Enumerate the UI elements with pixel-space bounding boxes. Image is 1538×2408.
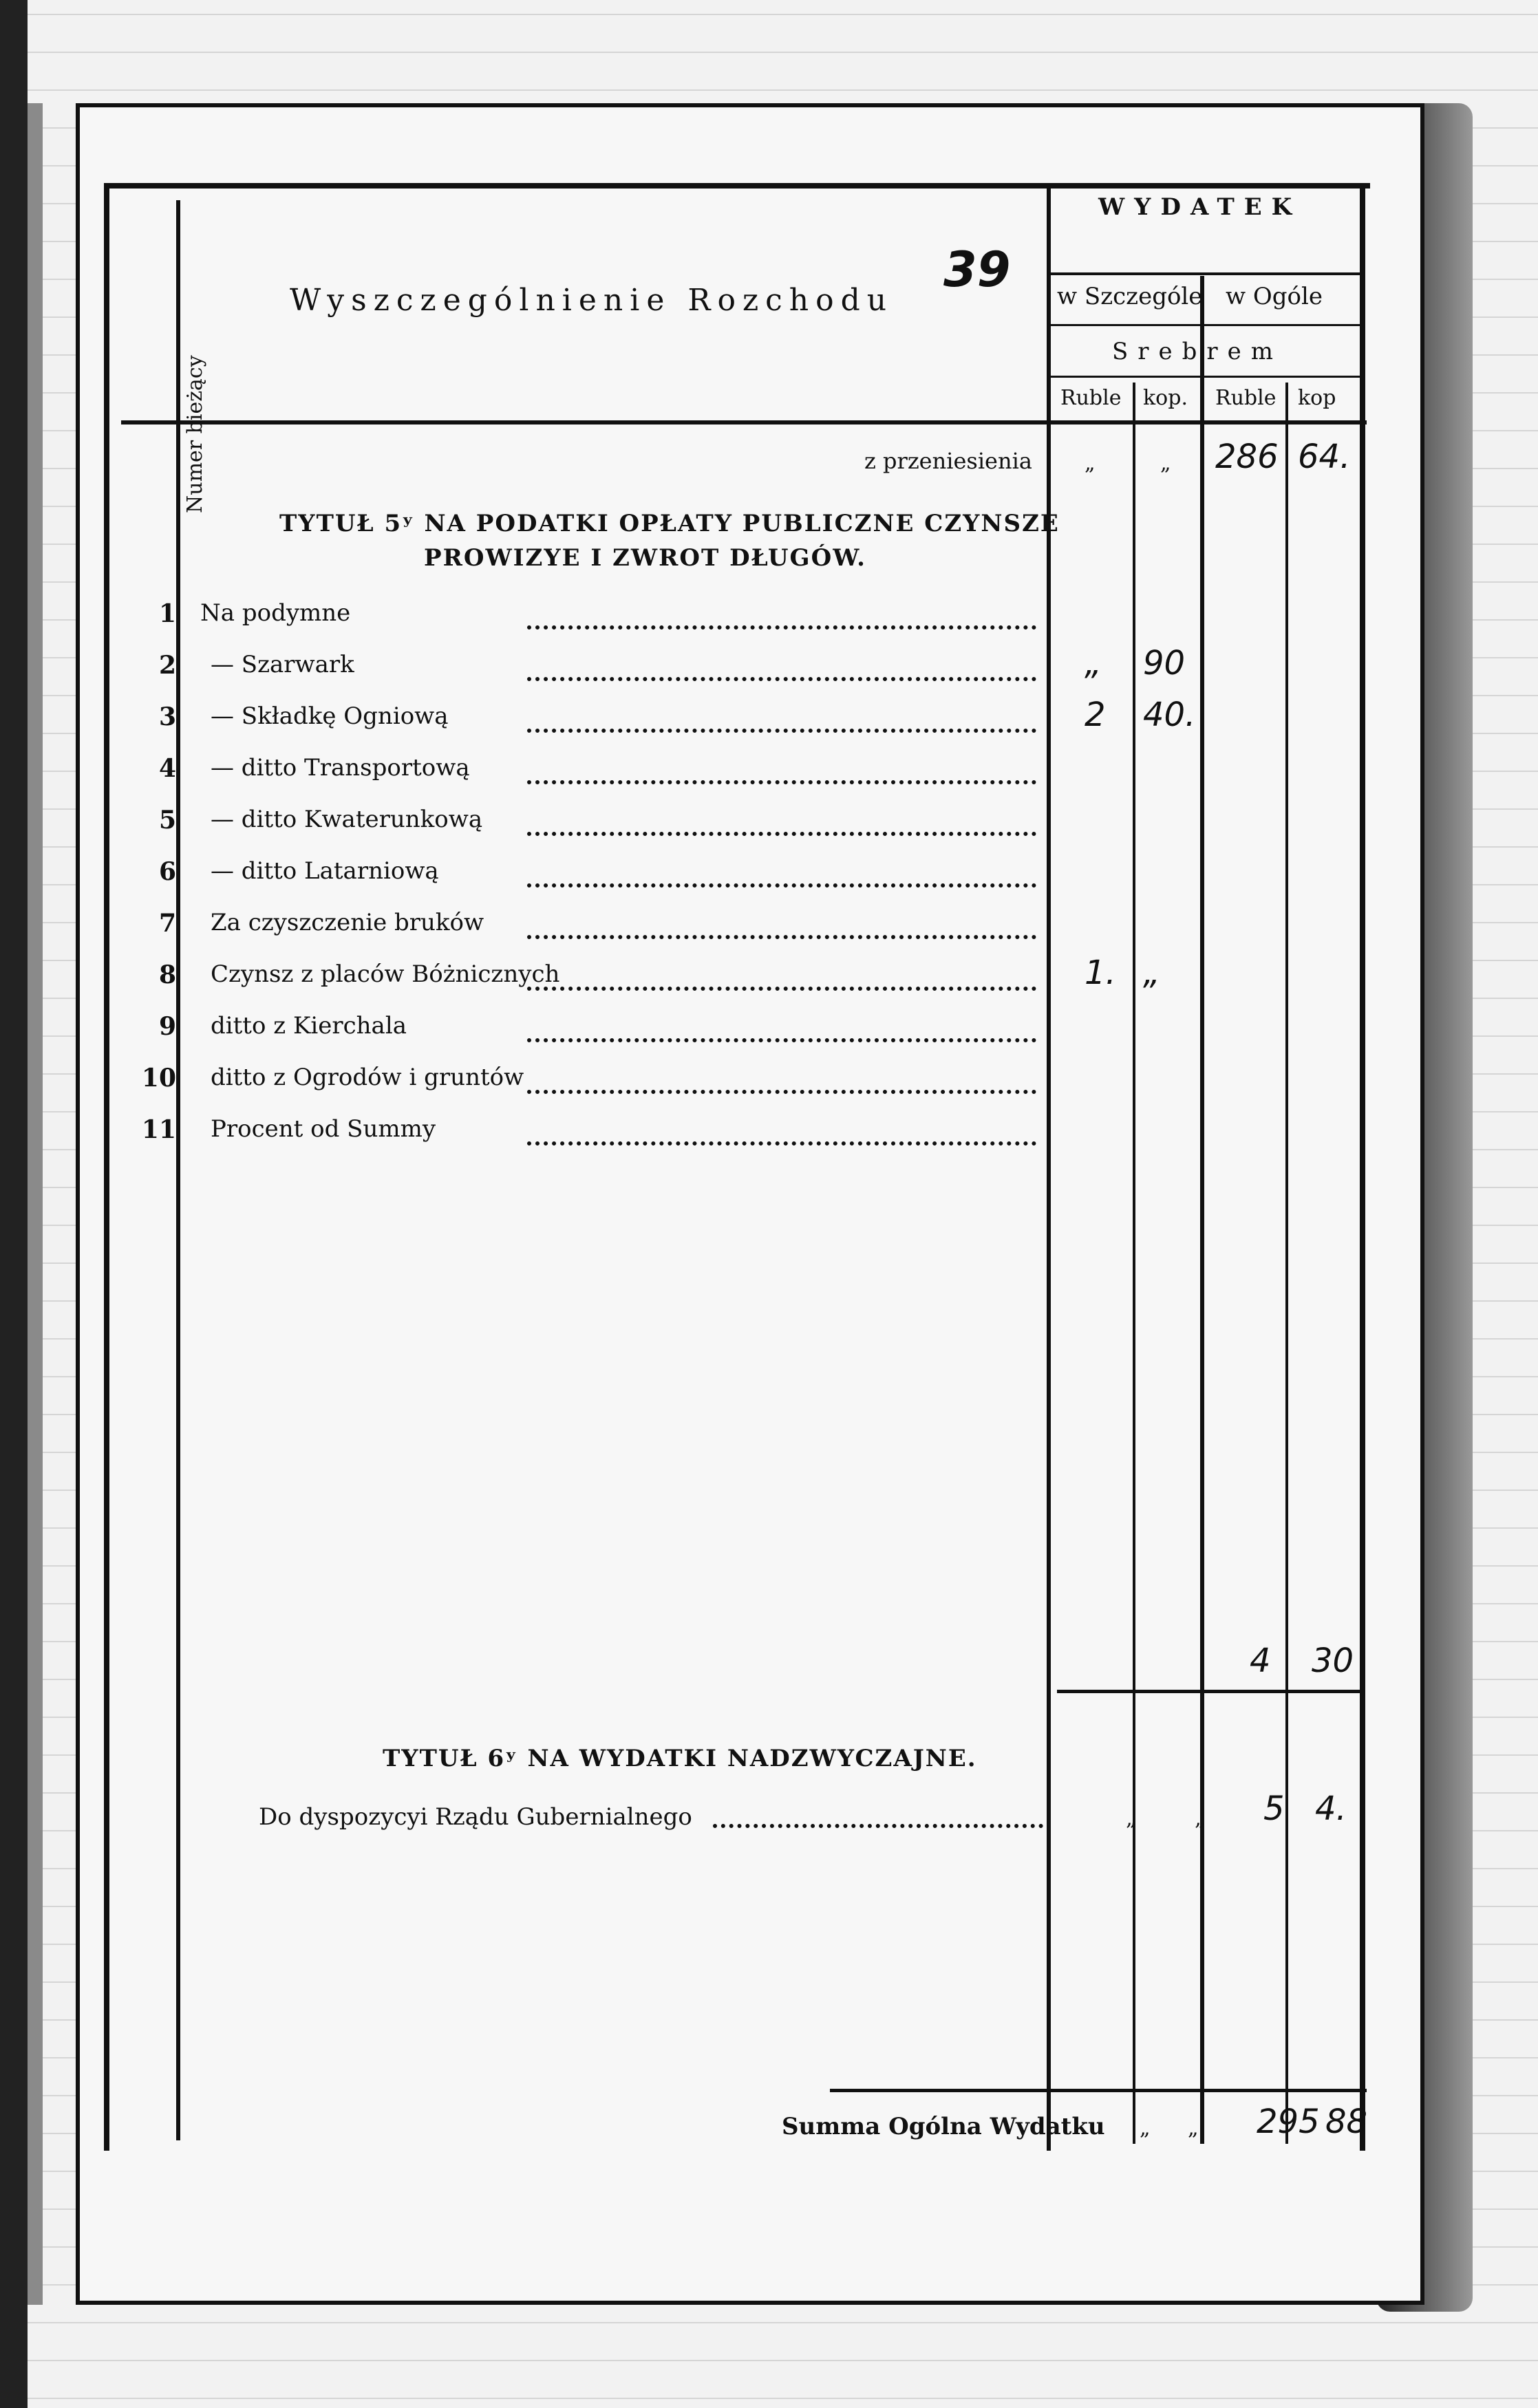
item-number: 11: [141, 1115, 176, 1144]
scan-line: [0, 2360, 1538, 2361]
item-number: 6: [158, 857, 176, 886]
scan-line: [0, 2322, 1538, 2323]
description-column-label: Wyszczególnienie Rozchodu: [290, 283, 894, 318]
currency-label: Srebrem: [1112, 338, 1283, 365]
dot-leader: [527, 780, 1036, 784]
title6-detail-kopecks: „: [1195, 1807, 1206, 1831]
ledger-page: [76, 103, 1424, 2305]
title6-total-kopecks: 4.: [1315, 1789, 1347, 1828]
item-number: 2: [158, 651, 176, 680]
title5-total-rubles: 4: [1250, 1642, 1271, 1680]
left-outer-rule: [104, 183, 109, 2151]
item-number: 8: [158, 960, 176, 989]
item-kopecks: „: [1143, 954, 1160, 992]
title6-total-rubles: 5: [1263, 1789, 1285, 1828]
dot-leader: [527, 625, 1036, 630]
detail-label: w Szczególe: [1057, 283, 1203, 310]
item-label: ditto z Kierchala: [211, 1012, 407, 1040]
dot-leader: [527, 1090, 1036, 1094]
item-number: 5: [158, 806, 176, 835]
title5-line1: TYTUŁ 5ʸ NA PODATKI OPŁATY PUBLICZNE CZYNSZE: [279, 510, 1060, 537]
scan-line: [0, 14, 1538, 15]
book-spine-edge: [28, 103, 43, 2305]
grand-total-rule: [830, 2089, 1367, 2092]
subtotal-rule: [1057, 1690, 1360, 1693]
item-rubles: „: [1085, 644, 1102, 682]
title5-total-kopecks: 30: [1312, 1642, 1354, 1680]
carried-over-total-kopecks: 64.: [1298, 438, 1351, 476]
item-rubles: 1.: [1085, 954, 1116, 992]
item-label: — ditto Transportową: [211, 754, 470, 782]
scan-line: [0, 52, 1538, 53]
currency-rule: [1047, 376, 1363, 378]
title6-heading: TYTUŁ 6ʸ NA WYDATKI NADZWYCZAJNE.: [383, 1745, 977, 1772]
dot-leader: [527, 987, 1036, 991]
expense-label: WYDATEK: [1098, 193, 1302, 221]
detail-column-rule: [1047, 183, 1051, 2151]
expense-rule: [1047, 272, 1363, 275]
item-kopecks: 40.: [1143, 696, 1196, 734]
carried-over-detail-rubles: „: [1085, 451, 1096, 475]
total-column-rule: [1200, 276, 1204, 2144]
title5-line2: PROWIZYE I ZWROT DŁUGÓW.: [424, 544, 866, 572]
rubles-label-total: Ruble: [1215, 386, 1277, 410]
item-label: — Szarwark: [211, 651, 354, 678]
scan-line: [0, 2398, 1538, 2399]
title6-line-label: Do dyspozycyi Rządu Gubernialnego: [259, 1803, 692, 1831]
dot-leader: [527, 1141, 1036, 1146]
top-rule: [104, 183, 1370, 189]
grand-total-label: Summa Ogólna Wydatku: [782, 2113, 1105, 2140]
dot-leader: [527, 729, 1036, 733]
item-number: 4: [158, 754, 176, 783]
title6-detail-rubles: „: [1126, 1807, 1137, 1831]
page-number: 39: [943, 241, 1011, 298]
item-label: Na podymne: [200, 599, 351, 627]
dot-leader: [527, 1038, 1036, 1042]
grand-total-rubles: 295: [1257, 2103, 1320, 2141]
item-label: Czynsz z placów Bóżnicznych: [211, 960, 560, 988]
title6-leader: [713, 1824, 1043, 1828]
dot-leader: [527, 883, 1036, 888]
dot-leader: [527, 832, 1036, 836]
grand-total-kopecks: 88: [1325, 2103, 1368, 2141]
scan-line: [0, 89, 1538, 91]
total-label: w Ogóle: [1226, 283, 1323, 310]
carried-over-label: z przeniesienia: [864, 448, 1032, 474]
number-column-rule: [176, 200, 180, 2140]
grand-total-detail-kopecks: „: [1188, 2116, 1199, 2140]
item-label: Za czyszczenie bruków: [211, 909, 484, 936]
header-bottom-rule: [121, 420, 1367, 424]
grand-total-detail-rubles: „: [1140, 2116, 1151, 2140]
total-kop-rule: [1285, 383, 1288, 2144]
item-rubles: 2: [1085, 696, 1106, 734]
carried-over-detail-kopecks: „: [1160, 451, 1171, 475]
item-label: Procent od Summy: [211, 1115, 436, 1143]
book-spine: [0, 0, 28, 2408]
right-outer-rule: [1360, 183, 1365, 2151]
dot-leader: [527, 935, 1036, 939]
kopecks-label-total: kop: [1298, 386, 1336, 410]
item-number: 10: [141, 1064, 176, 1093]
carried-over-total-rubles: 286: [1215, 438, 1279, 476]
item-number: 7: [158, 909, 176, 938]
item-number: 3: [158, 702, 176, 731]
item-label: ditto z Ogrodów i gruntów: [211, 1064, 524, 1091]
dot-leader: [527, 677, 1036, 681]
kopecks-label: kop.: [1143, 386, 1188, 410]
detail-kop-rule: [1133, 383, 1135, 2144]
item-label: — ditto Kwaterunkową: [211, 806, 483, 833]
item-number: 9: [158, 1012, 176, 1041]
item-kopecks: 90: [1143, 644, 1186, 682]
column-number-label: Numer bieżący: [183, 355, 207, 513]
item-number: 1: [158, 599, 176, 628]
rubles-label: Ruble: [1060, 386, 1122, 410]
detail-rule: [1047, 324, 1363, 326]
item-label: — Składkę Ogniową: [211, 702, 449, 730]
item-label: — ditto Latarniową: [211, 857, 439, 885]
